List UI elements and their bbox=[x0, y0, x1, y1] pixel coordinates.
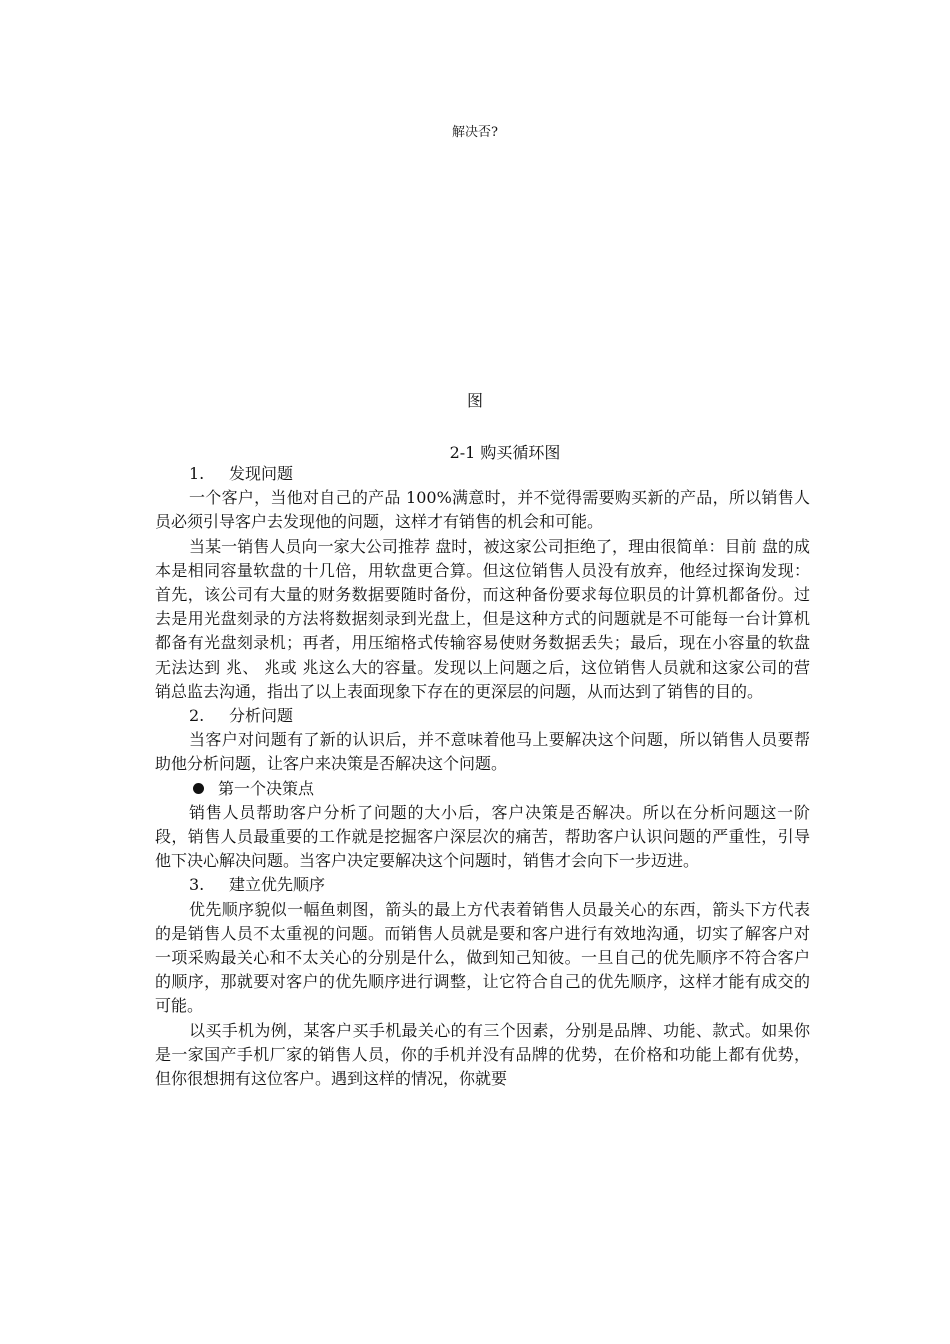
section-number: 1. bbox=[189, 464, 205, 483]
header-caption: 解决否? bbox=[452, 125, 498, 140]
paragraph: 优先顺序貌似一幅鱼刺图，箭头的最上方代表着销售人员最关心的东西，箭头下方代表的是销售人员不太重视的问题。而销售人员就是要和客户进行有效地沟通，切实了解客户对一项采购最关心和不太关心的分别是什么，做到知己知彼。一旦自己的优先顺序不符合客户的顺序，那就要对客户的优先顺序进行调整，让它符合自己的优先顺序，这样才能有成交的可能。 bbox=[155, 899, 810, 1016]
paragraph: 销售人员帮助客户分析了问题的大小后，客户决策是否解决。所以在分析问题这一阶段，销售人员最重要的工作就是挖掘客户深层次的痛苦，帮助客户认识问题的严重性，引导他下决心解决问题。当客户决定要解决这个问题时，销售才会向下一步迈进。 bbox=[155, 802, 810, 871]
figure-caption: 2-1 购买循环图 bbox=[449, 443, 561, 462]
figure-label: 图 bbox=[466, 391, 483, 410]
section-title: 发现问题 bbox=[229, 464, 294, 483]
section-heading-3 bbox=[155, 873, 810, 897]
bullet-dot-icon bbox=[193, 783, 204, 794]
paragraph: 一个客户，当他对自己的产品 100%满意时，并不觉得需要购买新的产品，所以销售人员必须引导客户去发现他的问题，这样才有销售的机会和可能。 bbox=[155, 488, 810, 532]
section-number: 3. bbox=[189, 875, 205, 895]
section-title: 建立优先顺序 bbox=[229, 875, 326, 895]
bullet-item bbox=[155, 777, 810, 801]
section-heading-1 bbox=[155, 462, 810, 486]
section-title: 分析问题 bbox=[229, 706, 294, 726]
paragraph: 当某一销售人员向一家大公司推荐 盘时，被这家公司拒绝了，理由很简单：目前 盘的成本是相同容量软盘的十几倍，用软盘更合算。但这位销售人员没有放弃，他经过探询发现：首先，该公司有大量的财务数据要随时备份，而这种备份要求每位职员的计算机都备份。过去是用光盘刻录的方法将数据刻录到光盘上，但是这种方式的问题就是不可能每一台计算机都备有光盘刻录机；再者，用压缩格式传输容易使财务数据丢失；最后，现在小容量的软盘无法达到 兆、 兆或 兆这么大的容量。发现以上问题之后，这位销售人员就和这家公司的营销总监去沟通，指出了以上表面现象下存在的更深层的问题，从而达到了销售的目的。 bbox=[155, 536, 810, 701]
body-text bbox=[155, 462, 810, 1091]
paragraph: 以买手机为例，某客户买手机最关心的有三个因素，分别是品牌、功能、款式。如果你是一家国产手机厂家的销售人员，你的手机并没有品牌的优势，在价格和功能上都有优势，但你很想拥有这位客户。遇到这样的情况，你就要 bbox=[155, 1020, 810, 1089]
paragraph: 当客户对问题有了新的认识后，并不意味着他马上要解决这个问题，所以销售人员要帮助他分析问题，让客户来决策是否解决这个问题。 bbox=[155, 730, 810, 774]
bullet-text: 第一个决策点 bbox=[218, 778, 315, 798]
section-number: 2. bbox=[189, 706, 205, 726]
section-heading-2 bbox=[155, 704, 810, 728]
